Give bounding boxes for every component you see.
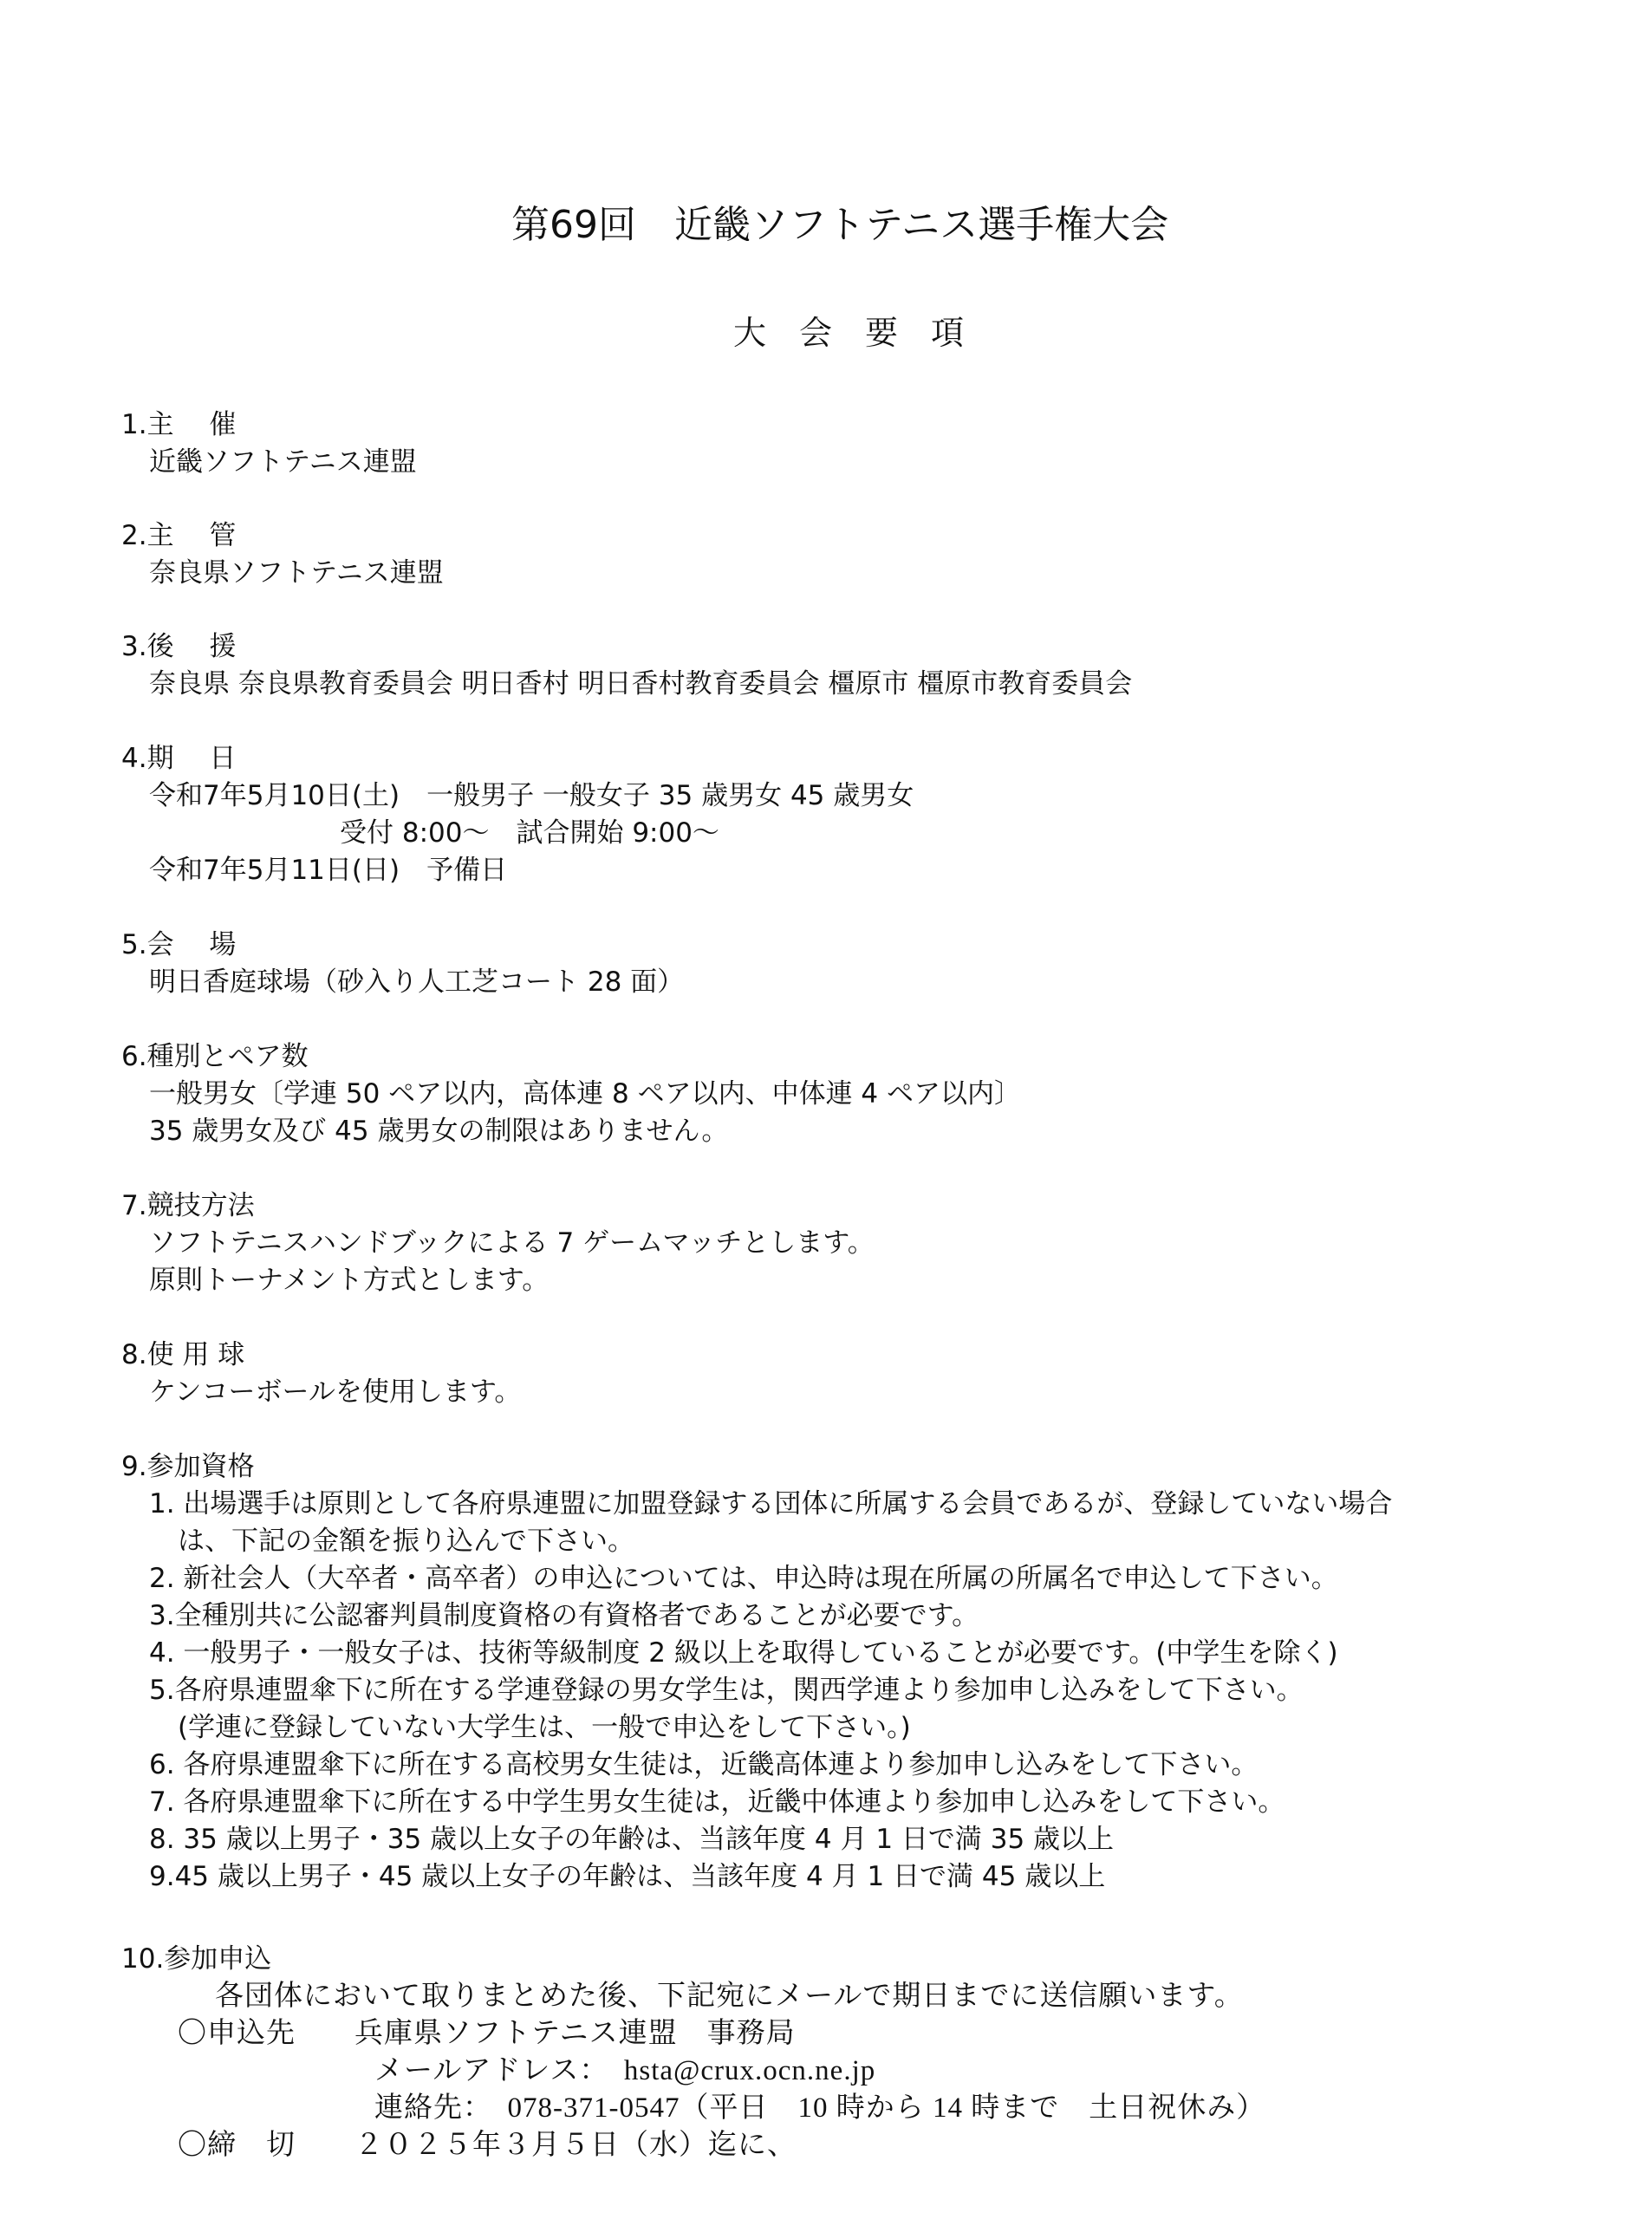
section-9-item: 7. 各府県連盟傘下に所在する中学生男女生徒は，近畿中体連より参加申し込みをして下さい。 [149, 1786, 1285, 1818]
section-7-line: ソフトテニスハンドブックによる 7 ゲームマッチとします。 [149, 1227, 875, 1259]
section-9-item: 6. 各府県連盟傘下に所在する高校男女生徒は，近畿高体連より参加申し込みをして下さい。 [149, 1749, 1259, 1780]
section-9-item: 9.45 歳以上男子・45 歳以上女子の年齢は、当該年度 4 月 1 日で満 45 歳以上 [149, 1861, 1106, 1892]
section-7-line: 原則トーナメント方式とします。 [149, 1265, 550, 1296]
section-4-line: 令和7年5月11日(日) 予備日 [149, 855, 508, 886]
section-9-item: は、下記の金額を振り込んで下さい。 [178, 1526, 634, 1557]
document-subtitle: 大 会 要 項 [733, 314, 965, 352]
section-9-item: 4. 一般男子・一般女子は、技術等級制度 2 級以上を取得していることが必要です。(中学生を除く) [149, 1637, 1338, 1669]
section-10-email: メールアドレス： hsta@crux.ocn.ne.jp [374, 2055, 876, 2086]
section-9-item: 1. 出場選手は原則として各府県連盟に加盟登録する団体に所属する会員であるが、登録していない場合 [149, 1488, 1393, 1519]
section-7-heading: 7.競技方法 [121, 1190, 255, 1221]
section-1-heading: 1.主 催 [121, 409, 237, 440]
document-title: 第69回 近畿ソフトテニス選手権大会 [511, 203, 1169, 247]
section-2-heading: 2.主 管 [121, 520, 237, 551]
section-2-line: 奈良県ソフトテニス連盟 [149, 557, 444, 589]
section-9-item: 3.全種別共に公認審判員制度資格の有資格者であることが必要です。 [149, 1600, 979, 1631]
section-4-line: 令和7年5月10日(土) 一般男子 一般女子 35 歳男女 45 歳男女 [149, 780, 914, 811]
section-6-line: 一般男女〔学連 50 ペア以内，高体連 8 ペア以内、中体連 4 ペア以内〕 [149, 1078, 1022, 1110]
section-6-line: 35 歳男女及び 45 歳男女の制限はありません。 [149, 1116, 729, 1147]
section-5-line: 明日香庭球場（砂入り人工芝コート 28 面） [149, 966, 685, 998]
section-8-line: ケンコーボールを使用します。 [149, 1376, 522, 1408]
section-10-line: 各団体において取りまとめた後、下記宛にメールで期日までに送信願います。 [215, 1981, 1244, 2012]
section-9-item: 2. 新社会人（大卒者・高卒者）の申込については、申込時は現在所属の所属名で申込して下さい。 [149, 1563, 1338, 1594]
section-4-heading: 4.期 日 [121, 743, 237, 774]
section-10-heading: 10.参加申込 [121, 1943, 272, 1975]
section-4-line: 受付 8:00～ 試合開始 9:00～ [340, 817, 719, 849]
section-9-item: 8. 35 歳以上男子・35 歳以上女子の年齢は、当該年度 4 月 1 日で満 35 歳以上 [149, 1824, 1115, 1855]
section-9-item: (学連に登録していない大学生は、一般で申込をして下さい。) [178, 1712, 911, 1743]
section-8-heading: 8.使 用 球 [121, 1339, 245, 1370]
section-3-line: 奈良県 奈良県教育委員会 明日香村 明日香村教育委員会 橿原市 橿原市教育委員会 [149, 668, 1133, 700]
section-10-contact: 連絡先： 078-371-0547（平日 10 時から 14 時まで 土日祝休み） [374, 2092, 1266, 2124]
section-10-deadline: 〇締 切 ２０２５年３月５日（水）迄に、 [178, 2130, 797, 2161]
section-5-heading: 5.会 場 [121, 929, 237, 960]
section-1-line: 近畿ソフトテニス連盟 [149, 446, 417, 478]
section-6-heading: 6.種別とペア数 [121, 1041, 309, 1072]
section-9-item: 5.各府県連盟傘下に所在する学連登録の男女学生は，関西学連より参加申し込みをして下さい。 [149, 1675, 1304, 1706]
section-10-apply-to: 〇申込先 兵庫県ソフトテニス連盟 事務局 [178, 2018, 796, 2049]
section-9-heading: 9.参加資格 [121, 1451, 255, 1482]
section-3-heading: 3.後 援 [121, 631, 237, 662]
